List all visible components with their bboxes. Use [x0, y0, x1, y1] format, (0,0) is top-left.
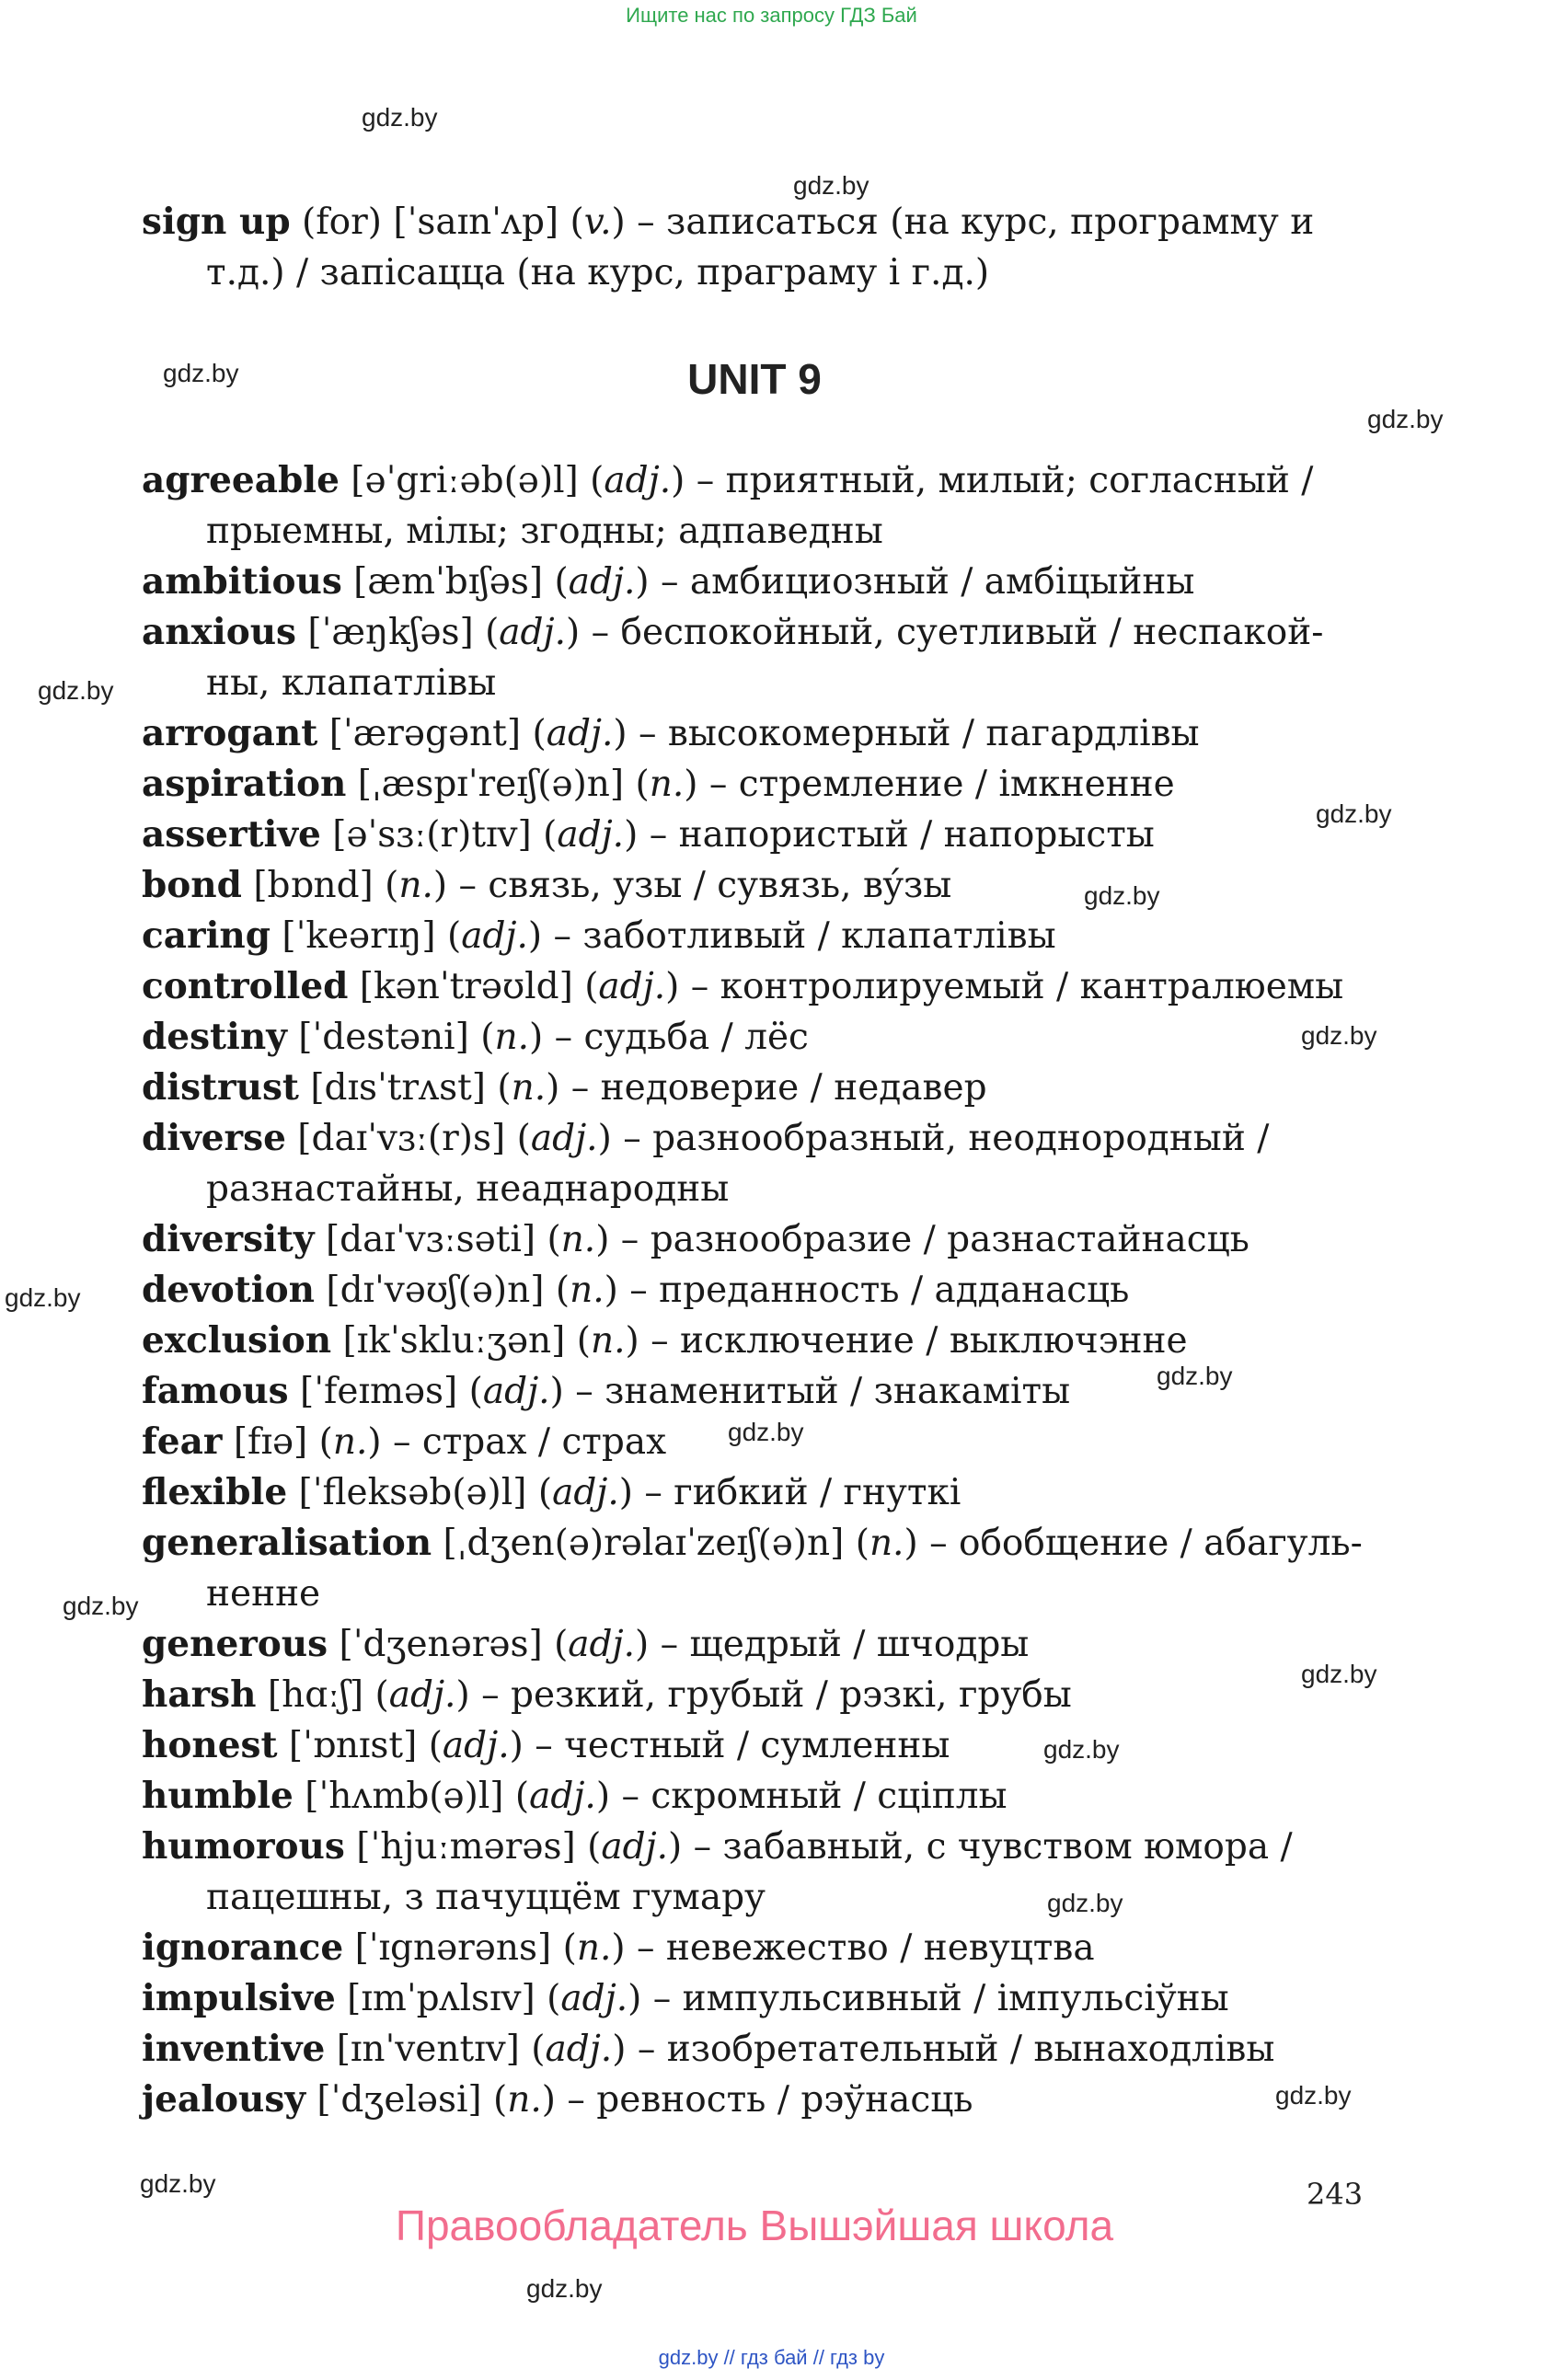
watermark: gdz.by [728, 1418, 804, 1446]
entry-pronunciation: [ˈhʌmb(ə)l] ( [293, 1776, 530, 1817]
dictionary-entry [142, 2024, 1384, 2075]
entry-part-of-speech: adj. [546, 713, 614, 754]
entry-headword: inventive [142, 2028, 326, 2070]
entry-pronunciation: [ˈdʒeləsi] ( [305, 2079, 508, 2121]
dictionary-entry [142, 1113, 1384, 1164]
entry-headword: devotion [142, 1269, 315, 1311]
entry-pronunciation: [ˌæspɪˈreɪʃ(ə)n] ( [346, 764, 650, 805]
entry-definition: ) – стремление / імкненне [684, 764, 1175, 805]
entry-pronunciation: [ˈfeɪməs] ( [288, 1371, 483, 1412]
entry-definition: ) – беспокойный, суетливый / неспакой- [566, 612, 1324, 653]
dictionary-entry [142, 759, 1384, 810]
entry-definition: ) – контролируемый / кантралюемы [665, 966, 1344, 1007]
entry-continuation: ны, клапатлівы [206, 662, 497, 704]
dictionary-entry [142, 1771, 1384, 1822]
entry-part-of-speech: adj. [552, 1472, 619, 1513]
entry-part-of-speech: n. [560, 1219, 596, 1260]
entry-part-of-speech: adj. [499, 612, 567, 653]
entry-headword: harsh [142, 1673, 257, 1716]
dictionary-entry [142, 1923, 1384, 1973]
entry-headword: distrust [142, 1066, 299, 1109]
entry-pronunciation: [dɪˈvəʊʃ(ə)n] ( [314, 1270, 570, 1311]
entry-part-of-speech: adj. [604, 460, 672, 501]
entry-part-of-speech: n. [869, 1523, 904, 1564]
entry-part-of-speech: n. [507, 2079, 542, 2121]
top-banner[interactable]: Ищите нас по запросу ГДЗ Бай [626, 4, 917, 27]
entry-part-of-speech: adj. [530, 1118, 598, 1159]
footer-links[interactable]: gdz.by // гдз бай // гдз by [658, 2346, 885, 2369]
entry-headword: controlled [142, 965, 349, 1007]
entry-headword: honest [142, 1724, 278, 1766]
entry-part-of-speech: n. [494, 1017, 529, 1058]
entry-pronunciation: [ˈdestəni] ( [286, 1017, 495, 1058]
entry-headword: arrogant [142, 712, 318, 754]
entry-headword: ignorance [142, 1926, 344, 1969]
entry-headword: diversity [142, 1218, 315, 1260]
entry-headword: famous [142, 1370, 289, 1412]
entry-pronunciation: [ˈdʒenərəs] ( [328, 1624, 569, 1665]
entry-continuation: т.д.) / запісацца (на курс, праграму і г.д.) [206, 252, 990, 293]
dictionary-entry [142, 708, 1384, 759]
entry-pronunciation: [æmˈbɪʃəs] ( [341, 561, 569, 603]
dictionary-entry [142, 1670, 1384, 1720]
entry-part-of-speech: n. [576, 1927, 612, 1969]
entry-part-of-speech: adj. [388, 1674, 456, 1716]
watermark: gdz.by [163, 359, 239, 387]
entry-part-of-speech: n. [332, 1421, 368, 1463]
entry-part-of-speech: n. [570, 1270, 605, 1311]
dictionary-entry [142, 1973, 1384, 2024]
entry-part-of-speech: adj. [545, 2029, 613, 2070]
entry-definition: ) – судьба / лёс [528, 1017, 809, 1058]
entry-pronunciation: [ˈærəgənt] ( [317, 713, 547, 754]
entry-continuation: ненне [206, 1573, 321, 1615]
watermark: gdz.by [140, 2169, 216, 2198]
dictionary-entry [142, 1822, 1384, 1872]
watermark: gdz.by [1275, 2081, 1352, 2110]
entry-pronunciation: [dɪsˈtrʌst] ( [298, 1067, 512, 1109]
entry-definition: ) – гибкий / гнуткі [618, 1472, 961, 1513]
entry-pronunciation: [ɪkˈskluːʒən] ( [331, 1320, 591, 1362]
dictionary-entry [142, 1012, 1384, 1063]
entry-definition: ) – честный / сумленны [509, 1725, 950, 1766]
entry-pronunciation: [ˈɒnɪst] ( [277, 1725, 443, 1766]
entry-headword: flexible [142, 1471, 288, 1513]
watermark: gdz.by [526, 2274, 603, 2303]
entry-part-of-speech: n. [649, 764, 685, 805]
entry-headword: jealousy [142, 2078, 305, 2121]
dictionary-entry [142, 1720, 1384, 1771]
dictionary-entry [142, 1214, 1384, 1265]
entry-definition: ) – приятный, милый; согласный / [671, 460, 1314, 501]
entry-pronunciation: [ɪmˈpʌlsɪv] ( [335, 1978, 561, 2019]
entry-headword: caring [142, 914, 271, 957]
entry-part-of-speech: adj. [557, 814, 625, 856]
copyright-owner: Правообладатель Вышэйшая школа [395, 2202, 1114, 2249]
dictionary-entry [142, 1417, 1384, 1467]
dictionary-entry [142, 197, 1384, 247]
entry-continuation: пацешны, з пачуццём гумару [206, 1877, 766, 1918]
entry-part-of-speech: adj. [560, 1978, 628, 2019]
entry-continuation: разнастайны, неаднародны [206, 1168, 730, 1210]
dictionary-entry [142, 1619, 1384, 1670]
page-number: 243 [1307, 2177, 1364, 2212]
dictionary-entry [142, 607, 1384, 658]
dictionary-entry [142, 860, 1384, 911]
entry-definition: ) – преданность / адданасць [604, 1270, 1130, 1311]
entry-definition: ) – разнообразие / разнастайнасць [595, 1219, 1249, 1260]
entry-pronunciation: [bɒnd] ( [241, 865, 399, 906]
entry-pronunciation: [ˈfleksəb(ə)l] ( [287, 1472, 553, 1513]
entry-pronunciation: [ˈkeərɪŋ] ( [271, 915, 462, 957]
entry-pronunciation: (for) [ˈsaɪnˈʌp] ( [290, 201, 584, 243]
entry-pronunciation: [ˌdʒen(ə)rəlaɪˈzeɪʃ(ə)n] ( [432, 1523, 869, 1564]
entry-part-of-speech: n. [398, 865, 433, 906]
entry-continuation: прыемны, мілы; згодны; адпаведны [206, 511, 883, 552]
entry-part-of-speech: adj. [482, 1371, 550, 1412]
entry-headword: ambitious [142, 560, 342, 603]
entry-pronunciation: [ˈhjuːmərəs] ( [344, 1826, 602, 1868]
entry-part-of-speech: adj. [568, 561, 636, 603]
entry-definition: ) – резкий, грубый / рэзкі, грубы [455, 1674, 1072, 1716]
entry-pronunciation: [ˈæŋkʃəs] ( [296, 612, 500, 653]
entry-headword: diverse [142, 1117, 286, 1159]
entry-headword: bond [142, 864, 242, 906]
entry-pronunciation: [ɪnˈventɪv] ( [325, 2029, 546, 2070]
watermark: gdz.by [1367, 405, 1444, 433]
entry-definition: ) – недоверие / недавер [546, 1067, 987, 1109]
watermark: gdz.by [1084, 881, 1160, 910]
entry-pronunciation: [daɪˈvɜːsəti] ( [314, 1219, 561, 1260]
dictionary-entry [142, 1518, 1384, 1569]
watermark: gdz.by [1047, 1889, 1123, 1917]
unit-title: UNIT 9 [687, 355, 822, 403]
dictionary-entry [142, 810, 1384, 860]
entry-definition: ) – знаменитый / знакаміты [549, 1371, 1071, 1412]
entry-definition: ) – импульсивный / імпульсіўны [628, 1978, 1229, 2019]
entry-headword: anxious [142, 611, 297, 653]
dictionary-entry [142, 1063, 1384, 1113]
entry-pronunciation: [əˈgriːəb(ə)l] ( [339, 460, 605, 501]
watermark: gdz.by [362, 103, 438, 132]
dictionary-entry [142, 911, 1384, 961]
entry-definition: ) – обобщение / абагуль- [904, 1523, 1363, 1564]
entry-part-of-speech: adj. [461, 915, 528, 957]
dictionary-entry [142, 455, 1384, 506]
entry-definition: ) – страх / страх [367, 1421, 667, 1463]
entry-definition: ) – заботливый / клапатлівы [527, 915, 1056, 957]
entry-definition: ) – разнообразный, неоднородный / [597, 1118, 1270, 1159]
entry-pronunciation: [əˈsɜː(r)tɪv] ( [320, 814, 558, 856]
entry-definition: ) – напористый / напорысты [624, 814, 1155, 856]
watermark: gdz.by [1157, 1362, 1233, 1390]
entry-headword: assertive [142, 813, 321, 856]
entry-definition: ) – амбициозный / амбіцыйны [635, 561, 1195, 603]
entry-headword: aspiration [142, 763, 347, 805]
entry-part-of-speech: adj. [529, 1776, 596, 1817]
entry-definition: ) – скромный / сціплы [595, 1776, 1008, 1817]
watermark: gdz.by [38, 676, 114, 705]
entry-headword: generous [142, 1623, 328, 1665]
entry-definition: ) – связь, узы / сувязь, вýзы [432, 865, 952, 906]
entry-part-of-speech: v. [583, 201, 612, 243]
entry-definition: ) – забавный, с чувством юмора / [668, 1826, 1293, 1868]
watermark: gdz.by [1301, 1660, 1377, 1688]
entry-pronunciation: [hɑːʃ] ( [256, 1674, 389, 1716]
entry-headword: humorous [142, 1825, 345, 1868]
dictionary-entry [142, 1265, 1384, 1316]
entry-pronunciation: [ˈɪgnərəns] ( [343, 1927, 577, 1969]
entry-definition: ) – высокомерный / пагардлівы [613, 713, 1200, 754]
entry-headword: destiny [142, 1016, 287, 1058]
dictionary-entry [142, 1366, 1384, 1417]
dictionary-entry [142, 2075, 1384, 2125]
entry-headword: sign up [142, 201, 291, 243]
watermark: gdz.by [1301, 1021, 1377, 1050]
entry-headword: exclusion [142, 1319, 332, 1362]
watermark: gdz.by [793, 171, 869, 200]
watermark: gdz.by [1316, 799, 1392, 828]
entry-headword: generalisation [142, 1522, 432, 1564]
entry-definition: ) – невежество / невуцтва [611, 1927, 1095, 1969]
entry-headword: humble [142, 1775, 294, 1817]
entry-part-of-speech: n. [511, 1067, 547, 1109]
watermark: gdz.by [1043, 1735, 1120, 1764]
entry-part-of-speech: adj. [568, 1624, 635, 1665]
dictionary-entry [142, 557, 1384, 607]
entry-definition: ) – изобретательный / вынаходлівы [612, 2029, 1275, 2070]
entry-definition: ) – ревность / рэўнасць [541, 2079, 973, 2121]
entry-part-of-speech: adj. [598, 966, 666, 1007]
entry-headword: fear [142, 1420, 223, 1463]
dictionary-entry [142, 1467, 1384, 1518]
entry-definition: ) – щедрый / шчодры [635, 1624, 1030, 1665]
entry-pronunciation: [fɪə] ( [222, 1421, 333, 1463]
entry-part-of-speech: adj. [601, 1826, 669, 1868]
entry-headword: impulsive [142, 1977, 336, 2019]
watermark: gdz.by [5, 1283, 81, 1312]
entry-definition: ) – исключение / выключэнне [625, 1320, 1188, 1362]
entry-part-of-speech: n. [590, 1320, 626, 1362]
entry-definition: ) – записаться (на курс, программу и [611, 201, 1315, 243]
entry-headword: agreeable [142, 459, 340, 501]
watermark: gdz.by [63, 1592, 139, 1620]
dictionary-entry [142, 1316, 1384, 1366]
entry-pronunciation: [kənˈtrəʊld] ( [348, 966, 599, 1007]
dictionary-entry [142, 961, 1384, 1012]
entry-part-of-speech: adj. [442, 1725, 510, 1766]
entry-pronunciation: [daɪˈvɜː(r)s] ( [285, 1118, 531, 1159]
